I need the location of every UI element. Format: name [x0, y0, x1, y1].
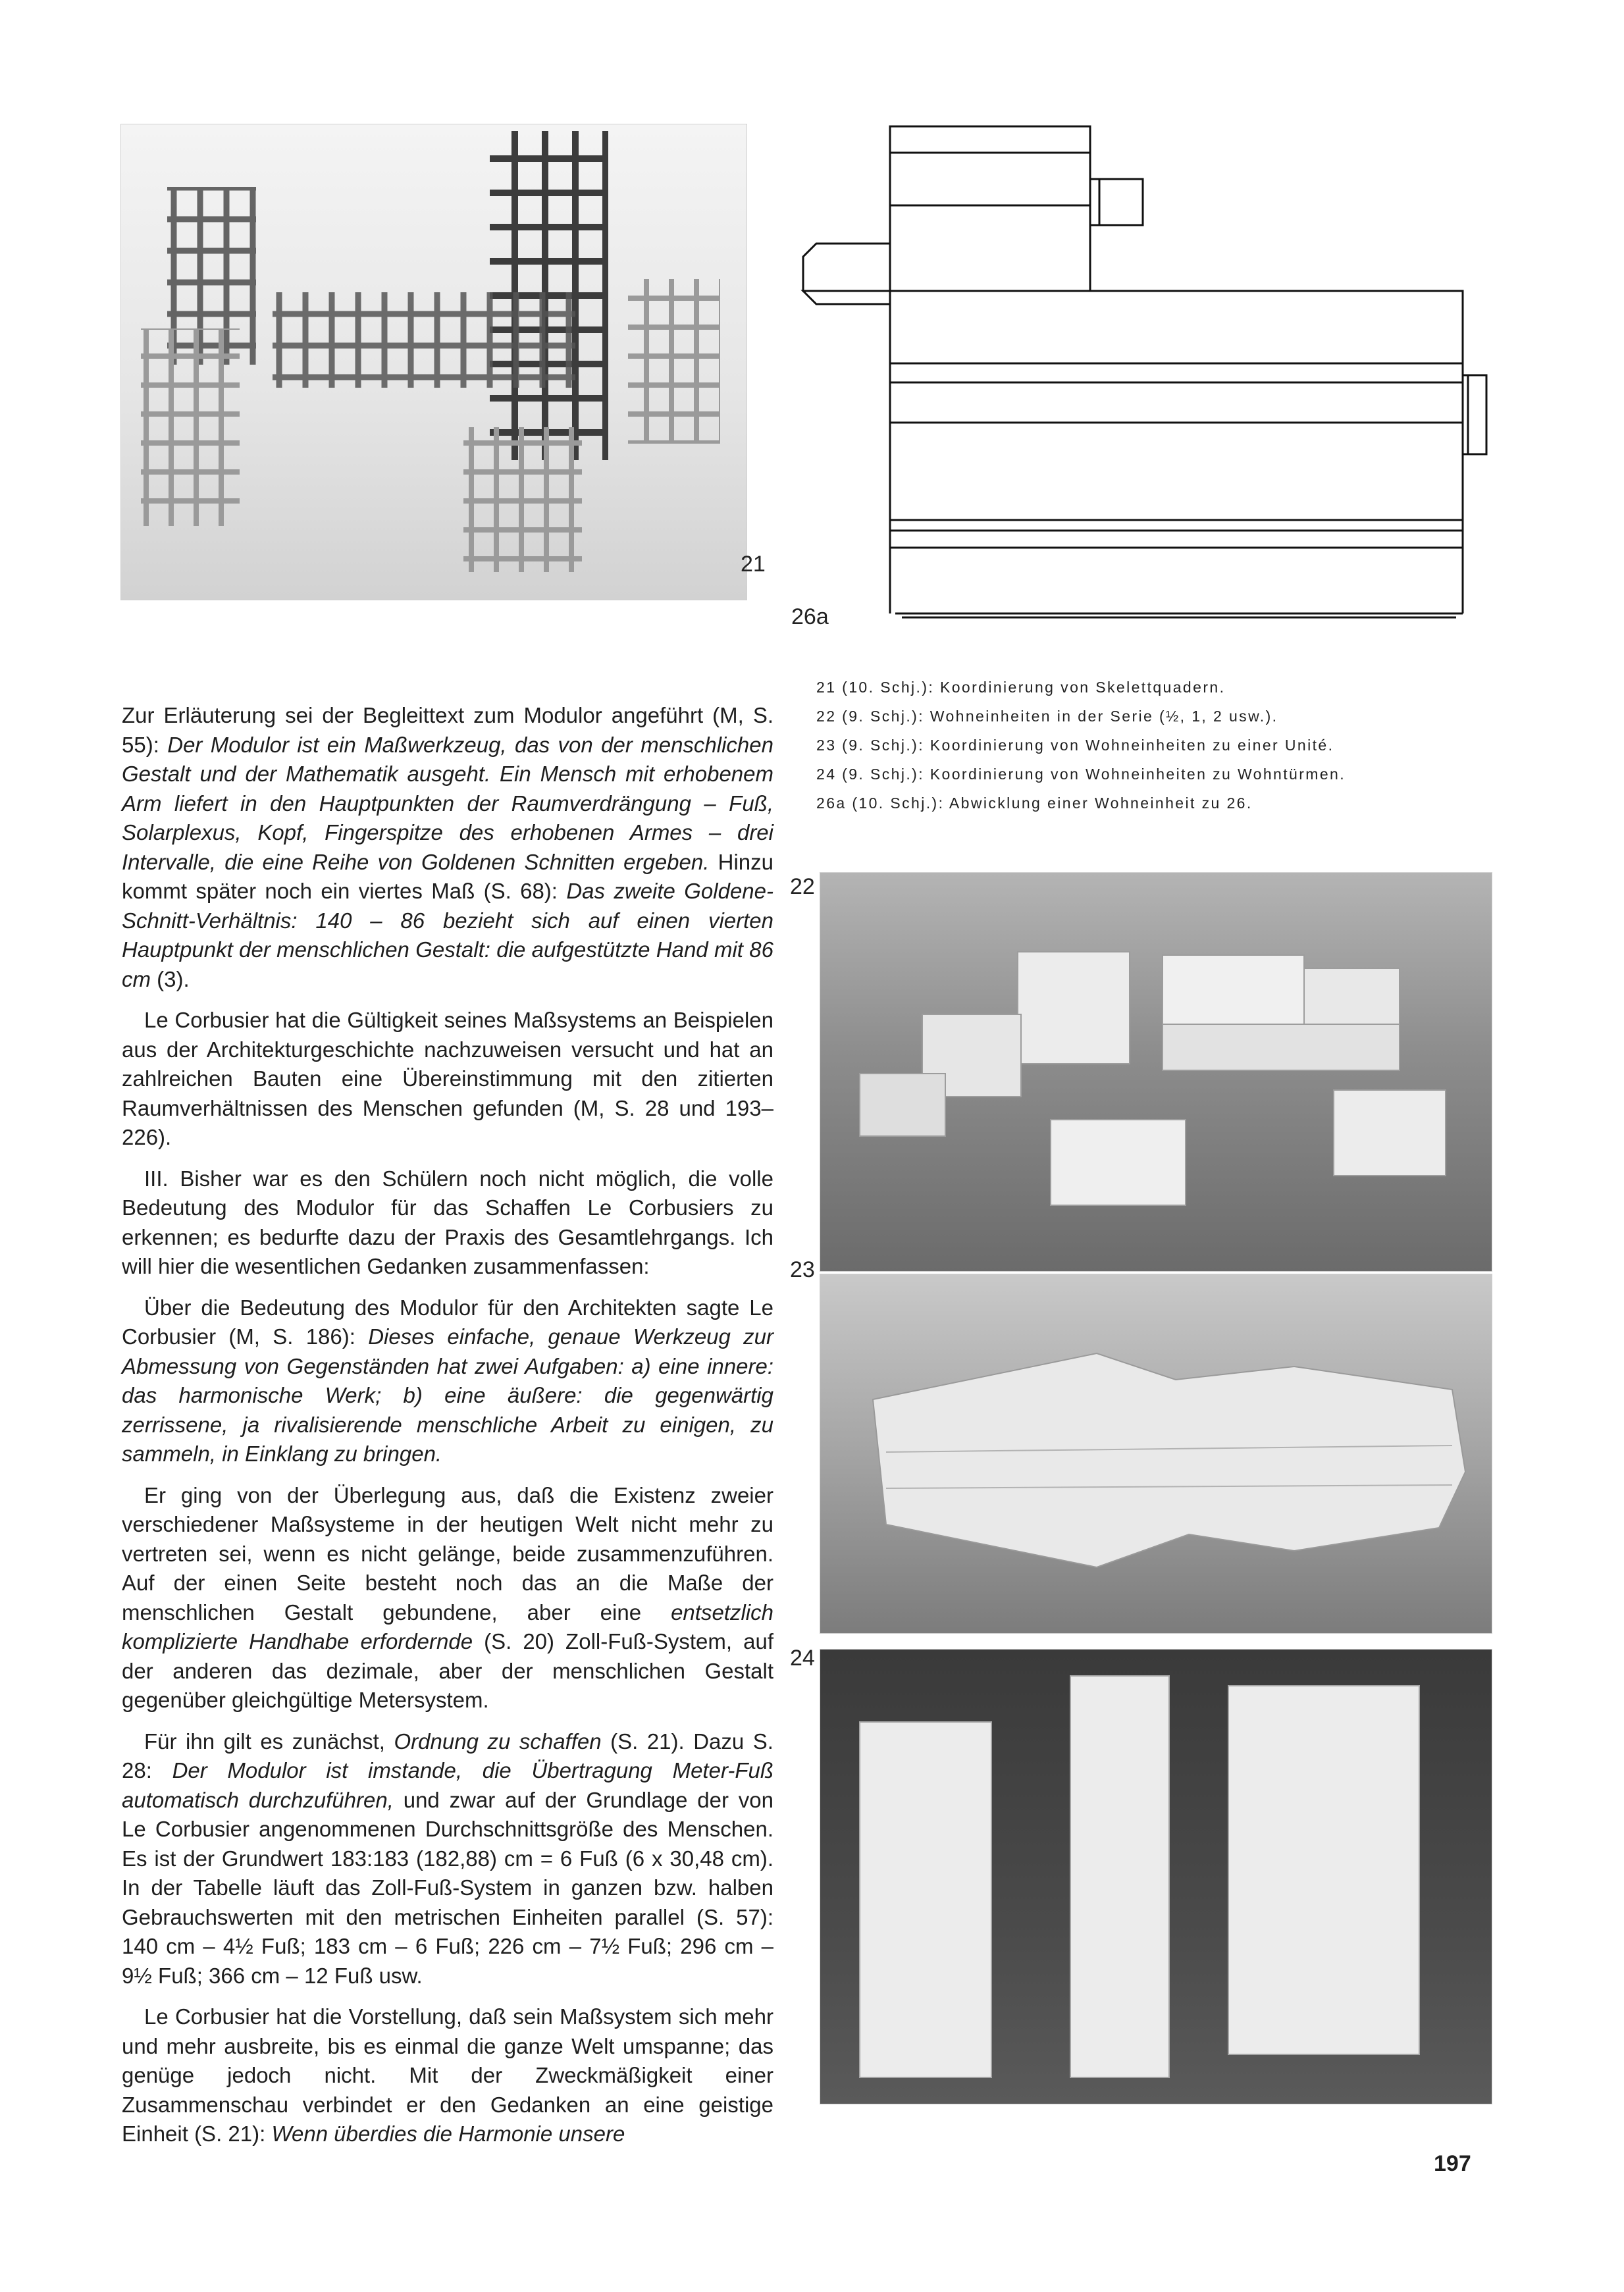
figure-24-photo	[820, 1649, 1492, 2104]
body-paragraph	[122, 701, 773, 994]
body-paragraph	[122, 1164, 773, 1282]
unfolding-diagram	[790, 112, 1501, 632]
figure-21-photo	[120, 124, 747, 600]
body-text-run: Er ging von der Überlegung aus, daß die Existenz zweier verschiedener Maßsysteme in der heutigen Welt nicht mehr zu vertreten sei, wenn es nicht gelänge, beide zusammenzuführen. Auf der einen Seite besteht noch das an die Maße der menschlichen Gestalt gebundene, aber eine	[122, 1482, 773, 1625]
body-text-run: Über die Bedeutung des Modulor für den Architekten sagte Le Corbusier (M, S. 186):	[122, 1295, 773, 1349]
body-text-run: III. Bisher war es den Schülern noch nicht möglich, die volle Bedeutung des Modulor für das Schaffen Le Corbusiers zu erkennen; es bedurfte dazu der Praxis des Gesamtlehrgangs. Ich will hier die wesentlichen Gedanken zusammenfassen:	[122, 1166, 773, 1278]
figure-26a-drawing	[790, 112, 1501, 632]
skeleton-frames-illustration	[121, 124, 747, 600]
body-text-run: Für ihn gilt es zunächst,	[144, 1729, 394, 1754]
body-text-run: Le Corbusier hat die Vorstellung, daß sein Maßsystem sich mehr und mehr ausbreite, bis es einmal die ganze Welt umspanne; das genüge jedoch nicht. Mit der Zweckmäßigkeit einer Zusammenschau verbindet er den Gedanken an eine geistige Einheit (S. 21):	[122, 2004, 773, 2146]
body-text-run: Hinzu kommt später noch ein viertes Maß (S. 68):	[122, 849, 773, 903]
body-text-run: und zwar auf der Grundlage der von Le Corbusier angenommenen Durchschnittsgröße des Menschen. Es ist der Grundwert 183:183 (182,88) cm = 6 Fuß (6 x 30,48 cm). In der Tabelle läuft das Zoll-Fuß-System in ganzen bzw. halben Gebrauchswerten mit den metrischen Einheiten parallel (S. 57): 140 cm – 4½ Fuß; 183 cm – 6 Fuß; 226 cm – 7½ Fuß; 296 cm – 9½ Fuß; 366 cm – 12 Fuß usw.	[122, 1787, 773, 1988]
unite-illustration	[820, 1274, 1492, 1633]
page-number: 197	[1434, 2151, 1471, 2176]
caption-23: 23 (9. Schj.): Koordinierung von Wohneinheiten zu einer Unité.	[816, 737, 1334, 754]
body-paragraph	[122, 1006, 773, 1153]
figure-22-label: 22	[790, 874, 815, 899]
body-paragraph	[122, 1481, 773, 1715]
caption-24: 24 (9. Schj.): Koordinierung von Wohneinheiten zu Wohntürmen.	[816, 766, 1346, 783]
caption-22: 22 (9. Schj.): Wohneinheiten in der Serie (½, 1, 2 usw.).	[816, 708, 1278, 725]
body-paragraph	[122, 1727, 773, 1991]
body-text-run: (S. 21). Dazu S. 28:	[122, 1729, 773, 1783]
body-text-run: (S. 20) Zoll-Fuß-System, auf der anderen das dezimale, aber der menschlichen Gestalt gegenüber gleichgültige Metersystem.	[122, 1629, 773, 1712]
housing-towers-illustration	[820, 1650, 1492, 2104]
figure-captions	[816, 678, 1514, 823]
quote-text: Dieses einfache, genaue Werkzeug zur Abmessung von Gegenständen hat zwei Aufgaben: a) eine innere: das harmonische Werk; b) eine äußere: die gegenwärtig zerrissene, ja rivalisierende menschliche Arbeit zu einigen, zu sammeln, in Einklang zu bringen.	[122, 1324, 773, 1466]
body-paragraph	[122, 1293, 773, 1469]
body-text-run: (3).	[151, 966, 190, 991]
body-text-run: Le Corbusier hat die Gültigkeit seines Maßsystems an Beispielen aus der Architekturgeschichte nachzuweisen versucht und hat an zahlreichen Bauten eine Übereinstimmung mit den zitierten Raumverhältnissen des Menschen gefunden (M, S. 28 und 193–226).	[122, 1008, 773, 1149]
figure-22-photo	[820, 872, 1492, 1272]
figure-21-label: 21	[741, 552, 766, 577]
quote-text: Der Modulor ist ein Maßwerkzeug, das von der menschlichen Gestalt und der Mathematik ausgeht. Ein Mensch mit erhobenem Arm liefert in den Hauptpunkten der Raumverdrängung – Fuß, Solarplexus, Kopf, Fingerspitze des erhobenen Armes – drei Intervalle, die eine Reihe von Goldenen Schnitten ergeben.	[122, 732, 773, 874]
quote-text: entsetzlich komplizierte Handhabe erfordernde	[122, 1600, 773, 1654]
quote-text: Das zweite Goldene-Schnitt-Verhältnis: 140 – 86 bezieht sich auf einen vierten Hauptpunkt der menschlichen Gestalt: die aufgestützte Hand mit 86 cm	[122, 879, 773, 991]
figure-26a-label: 26a	[791, 604, 829, 629]
figure-23-photo	[820, 1274, 1492, 1634]
quote-text: Der Modulor ist imstande, die Übertragung Meter-Fuß automatisch durchzuführen,	[122, 1758, 773, 1812]
housing-units-series-illustration	[820, 873, 1492, 1271]
body-paragraph	[122, 2002, 773, 2149]
caption-21: 21 (10. Schj.): Koordinierung von Skelettquadern.	[816, 679, 1226, 696]
body-text-run: Zur Erläuterung sei der Begleittext zum Modulor angeführt (M, S. 55):	[122, 703, 773, 757]
figure-24-label: 24	[790, 1646, 815, 1671]
body-text	[122, 701, 773, 2161]
quote-text: Wenn überdies die Harmonie unsere	[271, 2122, 625, 2146]
figure-23-label: 23	[790, 1257, 815, 1282]
quote-text: Ordnung zu schaffen	[394, 1729, 602, 1754]
caption-26a: 26a (10. Schj.): Abwicklung einer Wohneinheit zu 26.	[816, 794, 1253, 812]
